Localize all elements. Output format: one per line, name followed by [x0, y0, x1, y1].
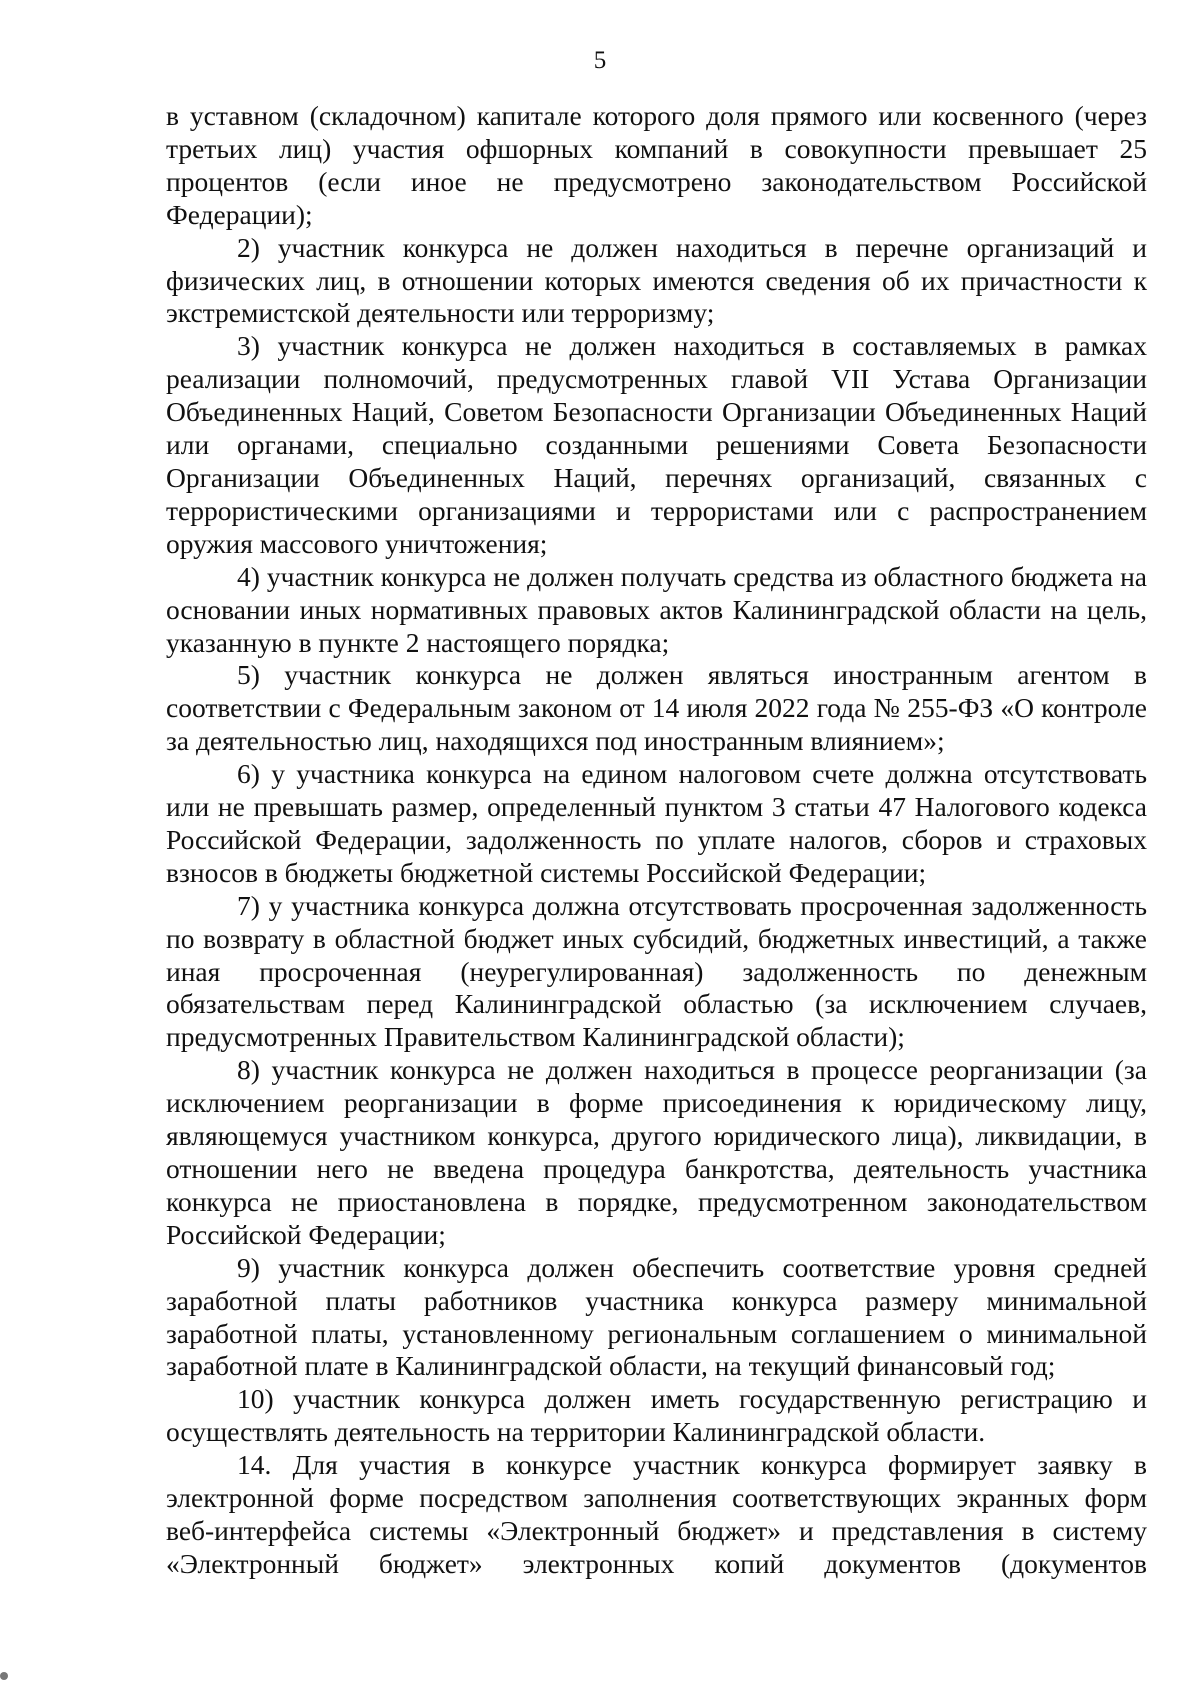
scan-edge-mark	[0, 1672, 8, 1680]
paragraph-item-4: 4) участник конкурса не должен получать средства из областного бюджета на основании иных нормативных правовых актов Калининградской области на цель, указанную в пункте 2 настоящего порядка;	[166, 560, 1147, 658]
paragraph-item-5: 5) участник конкурса не должен являться иностранным агентом в соответствии с Федеральным законом от 14 июля 2022 года № 255-ФЗ «О контроле за деятельностью лиц, находящихся под иностранным влиянием»;	[166, 659, 1147, 757]
document-body	[166, 100, 1147, 1581]
paragraph-item-6: 6) у участника конкурса на едином налоговом счете должна отсутствовать или не превышать размер, определенный пунктом 3 статьи 47 Налогового кодекса Российской Федерации, задолженность по уплате налогов, сборов и страховых взносов в бюджеты бюджетной системы Российской Федерации;	[166, 758, 1147, 888]
paragraph-section-14: 14. Для участия в конкурсе участник конкурса формирует заявку в электронной форме посредством заполнения соответствующих экранных форм веб-интерфейса системы «Электронный бюджет» и представления в систему «Электронный бюджет» электронных копий документов (документов	[166, 1449, 1147, 1579]
paragraph-item-8: 8) участник конкурса не должен находиться в процессе реорганизации (за исключением реорганизации в форме присоединения к юридическому лицу, являющемуся участником конкурса, другого юридического лица), ликвидации, в отношении него не введена процедура банкротства, деятельность участника конкурса не приостановлена в порядке, предусмотренном законодательством Российской Федерации;	[166, 1054, 1147, 1250]
paragraph-item-2: 2) участник конкурса не должен находиться в перечне организаций и физических лиц, в отношении которых имеются сведения об их причастности к экстремистской деятельности или терроризму;	[166, 231, 1147, 329]
page-number: 5	[593, 47, 607, 74]
paragraph-item-7: 7) у участника конкурса должна отсутствовать просроченная задолженность по возврату в областной бюджет иных субсидий, бюджетных инвестиций, а также иная просроченная (неурегулированная) задолженность по денежным обязательствам перед Калининградской областью (за исключением случаев, предусмотренных Правительством Калининградской области);	[166, 889, 1147, 1053]
paragraph-item-9: 9) участник конкурса должен обеспечить соответствие уровня средней заработной платы работников участника конкурса размеру минимальной заработной платы, установленному региональным соглашением о минимальной заработной плате в Калининградской области, на текущий финансовый год;	[166, 1251, 1147, 1382]
paragraph-item-3: 3) участник конкурса не должен находиться в составляемых в рамках реализации полномочий, предусмотренных главой VII Устава Организации Объединенных Наций, Советом Безопасности Организации Объединенных Наций или органами, специально созданными решениями Совета Безопасности Организации Объединенных Наций, перечнях организаций, связанных с террористическими организациями и террористами или с распространением оружия массового уничтожения;	[166, 330, 1147, 559]
paragraph-continuation: в уставном (складочном) капитале которого доля прямого или косвенного (через третьих лиц) участия офшорных компаний в совокупности превышает 25 процентов (если иное не предусмотрено законодательством Российской Федерации);	[166, 100, 1147, 230]
paragraph-item-10: 10) участник конкурса должен иметь государственную регистрацию и осуществлять деятельность на территории Калининградской области.	[166, 1383, 1147, 1448]
